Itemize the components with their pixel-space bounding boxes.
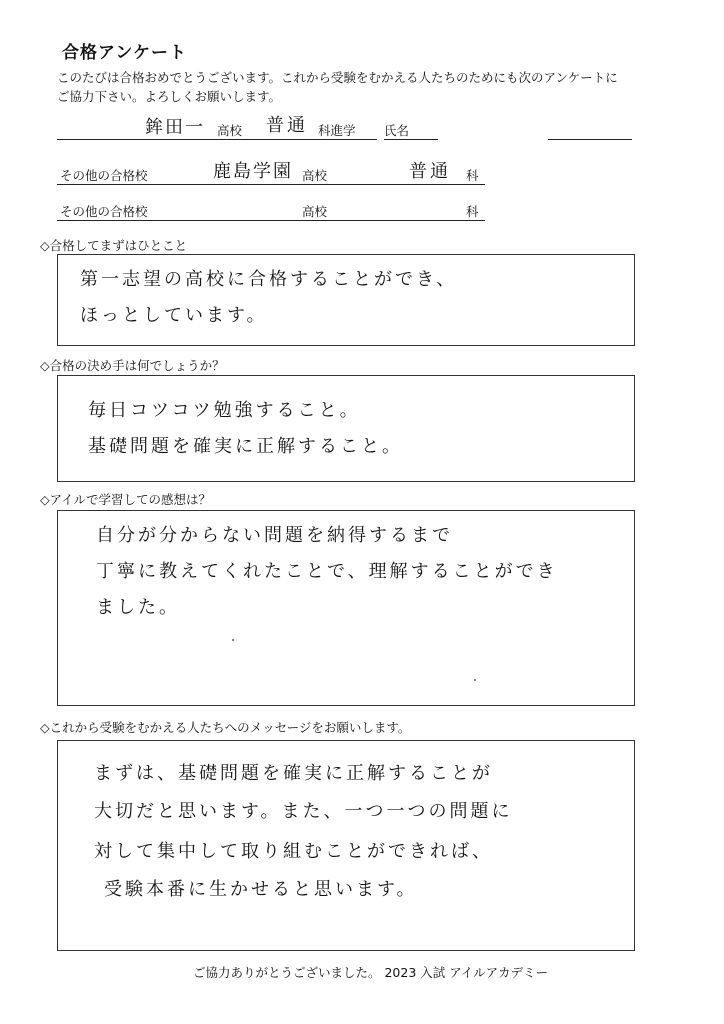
answer-2-line-1: 毎日コツコツ勉強すること。 (88, 400, 361, 421)
other-course-suffix-2: 科 (466, 204, 479, 219)
name-underline-b (548, 139, 632, 140)
answer-2-line-2: 基礎問題を確実に正解すること。 (88, 436, 403, 457)
other-school-suffix-2: 高校 (302, 204, 328, 219)
row3-underline (57, 220, 485, 221)
question-1-label: ◇合格してまずはひとこと (40, 238, 188, 253)
answer-3-line-1: 自分が分からない問題を納得するまで (96, 525, 453, 546)
stray-mark (232, 639, 234, 641)
answer-4-line-1: まずは、基礎問題を確実に正解することが (94, 763, 493, 784)
name-underline-a (384, 139, 438, 140)
other-school-suffix-1: 高校 (302, 168, 328, 183)
school-handwritten: 鉾田一 (145, 117, 205, 138)
footer-text: ご協力ありがとうございました。 2023 入試 アイルアカデミー (193, 965, 548, 980)
other-course-handwritten: 普通 (409, 161, 451, 182)
stray-mark (474, 679, 476, 681)
answer-1-line-1: 第一志望の高校に合格することができ、 (80, 269, 458, 290)
question-2-label: ◇合格の決め手は何でしょうか？ (40, 358, 225, 373)
row2-underline (57, 184, 485, 185)
answer-3-line-3: ました。 (96, 597, 180, 618)
answer-box-4 (57, 740, 635, 951)
course-suffix: 科進学 (318, 123, 356, 138)
school-suffix: 高校 (217, 123, 243, 138)
answer-box-2 (57, 375, 635, 482)
page-title: 合格アンケート (62, 43, 187, 63)
answer-3-line-2: 丁寧に教えてくれたことで、理解することができ (96, 561, 558, 582)
intro-text-line-1: このたびは合格おめでとうございます。これから受験をむかえる人たちのためにも次のアンケートに (57, 70, 618, 85)
course-handwritten: 普通 (266, 115, 308, 136)
other-course-suffix-1: 科 (466, 168, 479, 183)
other-school-label-2: その他の合格校 (60, 204, 148, 219)
answer-1-line-2: ほっとしています。 (80, 305, 268, 326)
answer-4-line-4: 受験本番に生かせると思います。 (104, 879, 418, 900)
other-school-handwritten: 鹿島学園 (213, 161, 293, 182)
answer-box-3 (57, 510, 635, 706)
answer-4-line-3: 対して集中して取り組むことができれば、 (94, 841, 493, 862)
question-3-label: ◇アイルで学習しての感想は？ (40, 492, 211, 507)
answer-box-1 (57, 254, 635, 346)
name-label: 氏名 (384, 123, 410, 138)
other-school-label-1: その他の合格校 (60, 168, 148, 183)
row1-underline (57, 139, 377, 140)
answer-4-line-2: 大切だと思います。また、一つ一つの問題に (94, 801, 513, 822)
question-4-label: ◇これから受験をむかえる人たちへのメッセージをお願いします。 (40, 720, 411, 735)
intro-text-line-2: ご協力下さい。よろしくお願いします。 (57, 89, 282, 104)
